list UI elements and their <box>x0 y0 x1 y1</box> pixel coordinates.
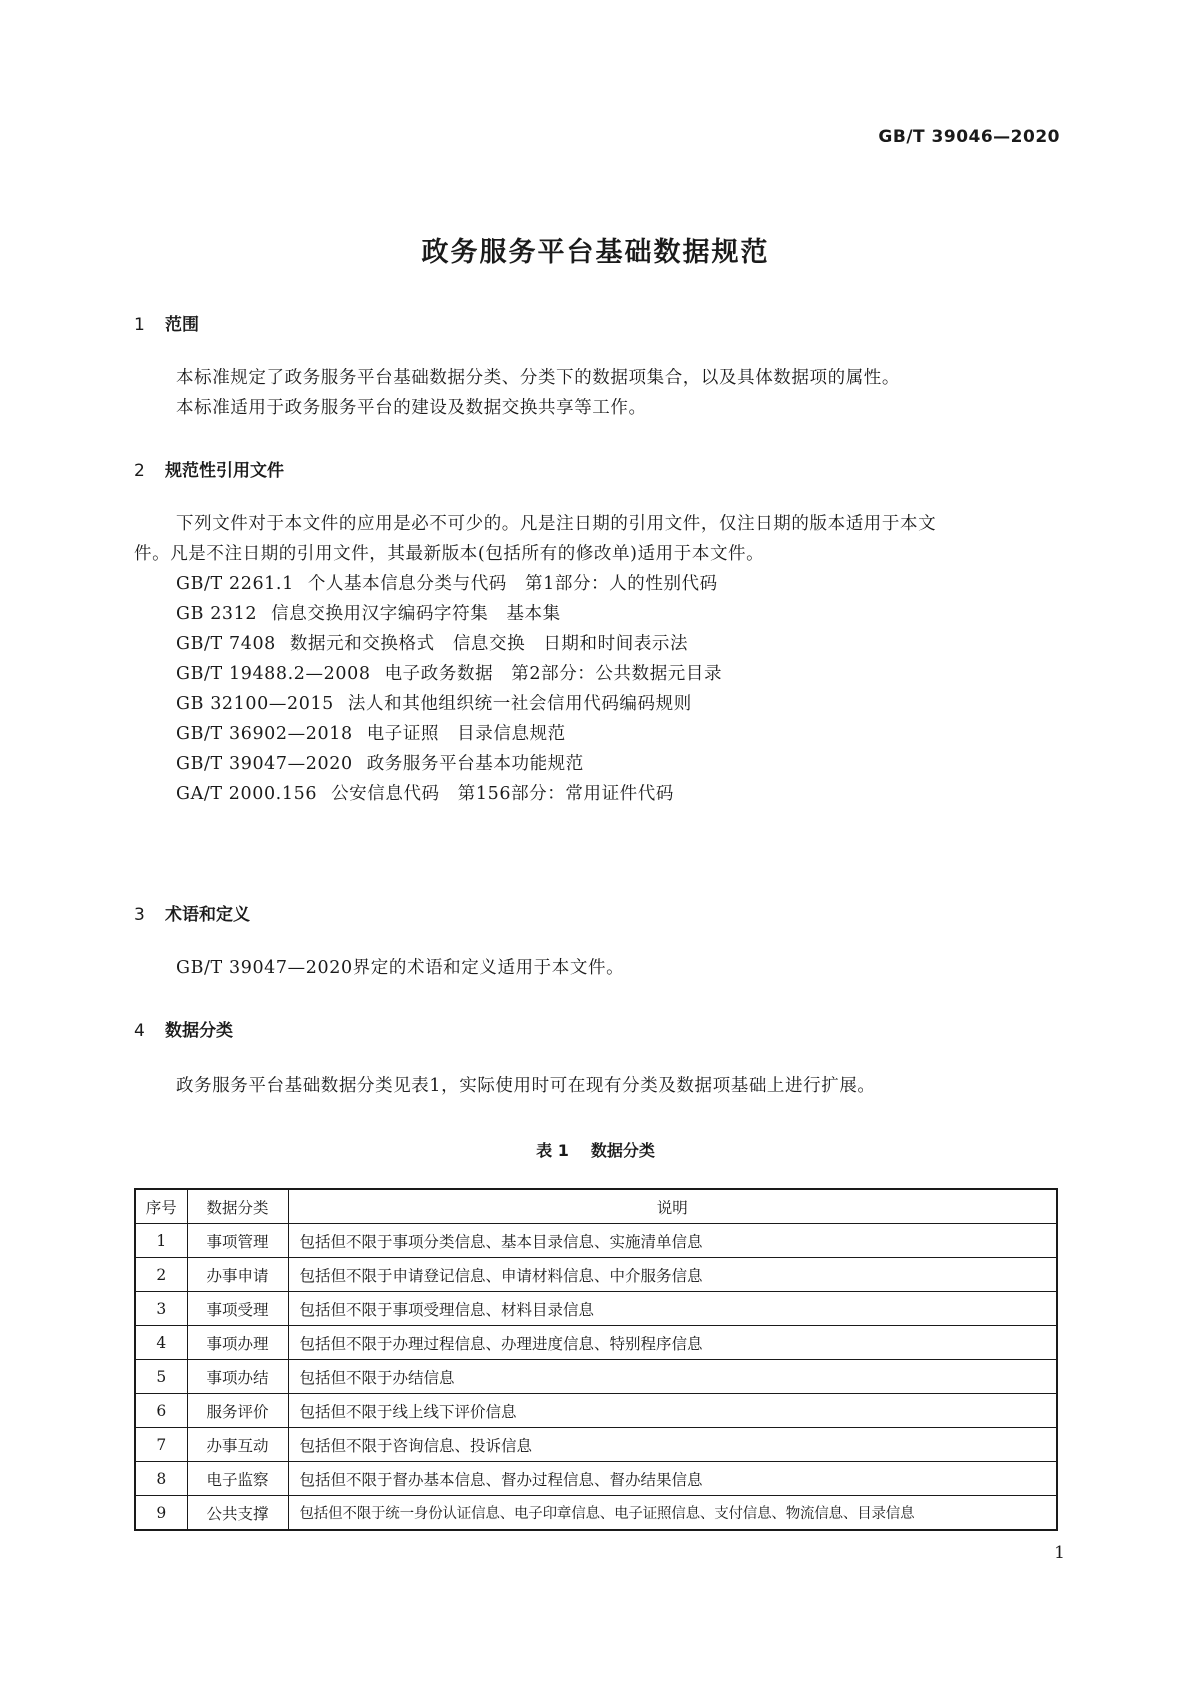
reference-item <box>176 568 718 600</box>
reference-item <box>176 718 566 750</box>
section-3-heading <box>134 900 250 925</box>
cell-index: 7 <box>135 1428 187 1462</box>
reference-item <box>176 628 688 660</box>
reference-title: 个人基本信息分类与代码 第1部分：人的性别代码 <box>307 574 718 594</box>
reference-code: GB 32100—2015 <box>176 694 334 714</box>
section-4-paragraph: 政务服务平台基础数据分类见表1，实际使用时可在现有分类及数据项基础上进行扩展。 <box>176 1076 876 1096</box>
reference-code: GB 2312 <box>176 604 258 624</box>
reference-code: GB/T 2261.1 <box>176 574 294 594</box>
section-title: 规范性引用文件 <box>165 461 284 481</box>
cell-category: 事项办结 <box>187 1360 288 1394</box>
reference-item <box>176 748 584 780</box>
cell-index: 2 <box>135 1258 187 1292</box>
reference-title: 电子政务数据 第2部分：公共数据元目录 <box>384 664 723 684</box>
cell-description: 包括但不限于办理过程信息、办理进度信息、特别程序信息 <box>288 1326 1057 1360</box>
reference-item <box>176 688 692 720</box>
reference-code: GB/T 39047—2020 <box>176 754 353 774</box>
reference-title: 法人和其他组织统一社会信用代码编码规则 <box>347 694 692 714</box>
reference-item <box>176 778 674 810</box>
reference-title: 公安信息代码 第156部分：常用证件代码 <box>331 784 674 804</box>
reference-title: 数据元和交换格式 信息交换 日期和时间表示法 <box>289 634 689 654</box>
table-caption-label: 表 1 <box>536 1141 569 1160</box>
column-header-description: 说明 <box>288 1189 1057 1224</box>
section-1-heading <box>134 310 199 335</box>
page-number: 1 <box>1054 1543 1065 1563</box>
section-title: 术语和定义 <box>165 905 250 925</box>
cell-description: 包括但不限于统一身份认证信息、电子印章信息、电子证照信息、支付信息、物流信息、目录信息 <box>288 1496 1057 1531</box>
cell-description: 包括但不限于事项分类信息、基本目录信息、实施清单信息 <box>288 1224 1057 1258</box>
standard-code: GB/T 39046—2020 <box>878 127 1060 147</box>
cell-index: 1 <box>135 1224 187 1258</box>
cell-category: 电子监察 <box>187 1462 288 1496</box>
section-2-intro-line-1: 下列文件对于本文件的应用是必不可少的。凡是注日期的引用文件，仅注日期的版本适用于本文 <box>176 514 937 534</box>
cell-description: 包括但不限于督办基本信息、督办过程信息、督办结果信息 <box>288 1462 1057 1496</box>
cell-index: 8 <box>135 1462 187 1496</box>
cell-index: 6 <box>135 1394 187 1428</box>
document-title: 政务服务平台基础数据规范 <box>421 237 770 268</box>
reference-title: 信息交换用汉字编码字符集 基本集 <box>271 604 561 624</box>
cell-description: 包括但不限于申请登记信息、申请材料信息、中介服务信息 <box>288 1258 1057 1292</box>
cell-category: 事项受理 <box>187 1292 288 1326</box>
reference-code: GA/T 2000.156 <box>176 784 318 804</box>
table-row <box>135 1496 1057 1531</box>
reference-code: GB/T 36902—2018 <box>176 724 353 744</box>
reference-code: GB/T 19488.2—2008 <box>176 664 371 684</box>
section-1-paragraph-1: 本标准规定了政务服务平台基础数据分类、分类下的数据项集合，以及具体数据项的属性。 <box>176 368 900 388</box>
section-4-heading <box>134 1016 233 1041</box>
section-title: 范围 <box>165 315 199 335</box>
table-header-row <box>135 1189 1057 1224</box>
cell-category: 办事互动 <box>187 1428 288 1462</box>
section-title: 数据分类 <box>165 1021 233 1041</box>
reference-code: GB/T 7408 <box>176 634 276 654</box>
section-1-paragraph-2: 本标准适用于政务服务平台的建设及数据交换共享等工作。 <box>176 398 647 418</box>
reference-item <box>176 598 561 630</box>
cell-index: 4 <box>135 1326 187 1360</box>
table-row <box>135 1292 1057 1326</box>
table-row <box>135 1462 1057 1496</box>
column-header-index: 序号 <box>135 1189 187 1224</box>
section-number: 1 <box>134 315 145 335</box>
cell-index: 9 <box>135 1496 187 1531</box>
reference-title: 电子证照 目录信息规范 <box>366 724 566 744</box>
reference-title: 政务服务平台基本功能规范 <box>366 754 584 774</box>
section-3-paragraph: GB/T 39047—2020界定的术语和定义适用于本文件。 <box>176 958 625 978</box>
table-row <box>135 1224 1057 1258</box>
reference-item <box>176 658 722 690</box>
table-row <box>135 1394 1057 1428</box>
section-number: 3 <box>134 905 145 925</box>
cell-category: 事项管理 <box>187 1224 288 1258</box>
cell-index: 3 <box>135 1292 187 1326</box>
cell-category: 公共支撑 <box>187 1496 288 1531</box>
cell-category: 办事申请 <box>187 1258 288 1292</box>
table-row <box>135 1326 1057 1360</box>
cell-description: 包括但不限于线上线下评价信息 <box>288 1394 1057 1428</box>
section-2-intro-line-2: 件。凡是不注日期的引用文件，其最新版本(包括所有的修改单)适用于本文件。 <box>134 544 765 564</box>
table-caption-title: 数据分类 <box>590 1141 655 1160</box>
cell-category: 事项办理 <box>187 1326 288 1360</box>
section-2-heading <box>134 456 284 481</box>
cell-category: 服务评价 <box>187 1394 288 1428</box>
section-number: 2 <box>134 461 145 481</box>
cell-description: 包括但不限于咨询信息、投诉信息 <box>288 1428 1057 1462</box>
table-row <box>135 1360 1057 1394</box>
data-classification-table <box>134 1188 1058 1531</box>
cell-index: 5 <box>135 1360 187 1394</box>
section-number: 4 <box>134 1021 145 1041</box>
cell-description: 包括但不限于事项受理信息、材料目录信息 <box>288 1292 1057 1326</box>
cell-description: 包括但不限于办结信息 <box>288 1360 1057 1394</box>
table-caption <box>0 1138 1191 1161</box>
table-row <box>135 1258 1057 1292</box>
table-row <box>135 1428 1057 1462</box>
column-header-category: 数据分类 <box>187 1189 288 1224</box>
